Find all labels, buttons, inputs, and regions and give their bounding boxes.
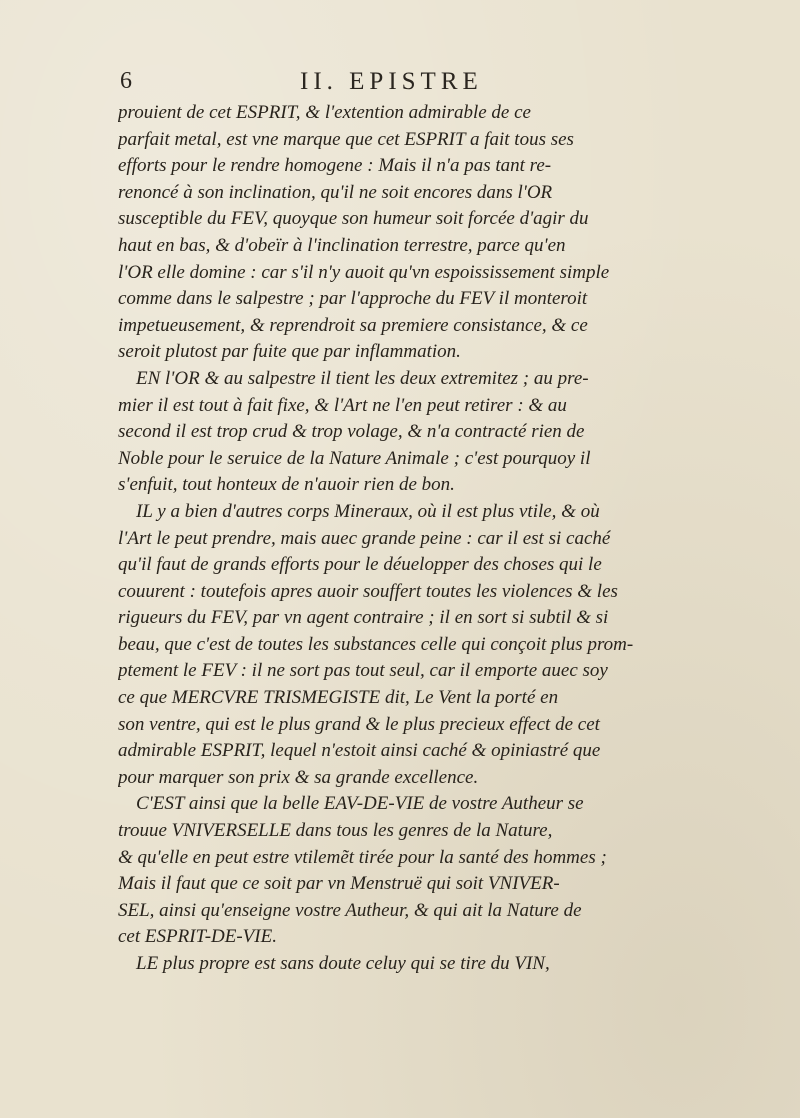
page-number: 6	[120, 68, 132, 94]
text-line: son ventre, qui est le plus grand & le plus precieux effect de cet	[118, 713, 600, 735]
paragraph	[118, 791, 700, 951]
text-line: efforts pour le rendre homogene : Mais il n'a pas tant re-	[118, 155, 552, 177]
text-line: qu'il faut de grands efforts pour le déuelopper des choses qui le	[118, 554, 602, 576]
text-line: & qu'elle en peut estre vtilemẽt tirée pour la santé des hommes ;	[118, 846, 607, 868]
text-line: seroit plutost par fuite que par inflammation.	[118, 341, 461, 363]
text-line: EN l'OR & au salpestre il tient les deux extremitez ; au pre-	[136, 367, 589, 389]
text-line: renoncé à son inclination, qu'il ne soit encores dans l'OR	[118, 181, 553, 203]
text-line: comme dans le salpestre ; par l'approche du FEV il monteroit	[118, 288, 588, 310]
text-line: ce que MERCVRE TRISMEGISTE dit, Le Vent la porté en	[118, 687, 559, 709]
text-line: impetueusement, & reprendroit sa premiere consistance, & ce	[118, 314, 588, 336]
text-line: l'Art le peut prendre, mais auec grande peine : car il est si caché	[118, 527, 611, 549]
text-line: susceptible du FEV, quoyque son humeur soit forcée d'agir du	[118, 208, 589, 230]
text-line: LE plus propre est sans doute celuy qui se tire du VIN,	[136, 953, 550, 974]
text-line: SEL, ainsi qu'enseigne vostre Autheur, & qui ait la Nature de	[118, 899, 582, 921]
body-text	[118, 100, 700, 978]
text-line: IL y a bien d'autres corps Mineraux, où il est plus vtile, & où	[136, 500, 600, 522]
page-header	[120, 64, 700, 100]
text-line: ptement le FEV : il ne sort pas tout seul, car il emporte auec soy	[118, 660, 608, 682]
paragraph	[118, 499, 700, 792]
text-line: Noble pour le seruice de la Nature Animale ; c'est pourquoy il	[118, 447, 591, 469]
paragraph	[118, 951, 700, 978]
text-line: cet ESPRIT-DE-VIE.	[118, 926, 277, 948]
text-line: rigueurs du FEV, par vn agent contraire ; il en sort si subtil & si	[118, 607, 609, 629]
text-line: C'EST ainsi que la belle EAV-DE-VIE de vostre Autheur se	[136, 793, 584, 815]
text-line: admirable ESPRIT, lequel n'estoit ainsi caché & opiniastré que	[118, 740, 601, 762]
text-line: Mais il faut que ce soit par vn Menstruë qui soit VNIVER-	[118, 873, 560, 895]
text-line: s'enfuit, tout honteux de n'auoir rien de bon.	[118, 474, 455, 496]
text-line: pour marquer son prix & sa grande excellence.	[118, 766, 479, 788]
paragraph	[118, 366, 700, 499]
running-title: II. EPISTRE	[300, 68, 483, 95]
text-line: trouue VNIVERSELLE dans tous les genres de la Nature,	[118, 820, 553, 842]
text-line: second il est trop crud & trop volage, & n'a contracté rien de	[118, 421, 585, 443]
paragraph	[118, 100, 700, 366]
text-line: l'OR elle domine : car s'il n'y auoit qu'vn espoississement simple	[118, 261, 610, 283]
text-line: parfait metal, est vne marque que cet ESPRIT a fait tous ses	[118, 128, 574, 150]
text-line: haut en bas, & d'obeïr à l'inclination terrestre, parce qu'en	[118, 234, 566, 256]
text-line: beau, que c'est de toutes les substances celle qui conçoit plus prom-	[118, 633, 634, 655]
text-line: couurent : toutefois apres auoir souffert toutes les violences & les	[118, 580, 618, 602]
text-line: mier il est tout à fait fixe, & l'Art ne l'en peut retirer : & au	[118, 394, 567, 416]
text-line: prouient de cet ESPRIT, & l'extention admirable de ce	[118, 102, 531, 123]
